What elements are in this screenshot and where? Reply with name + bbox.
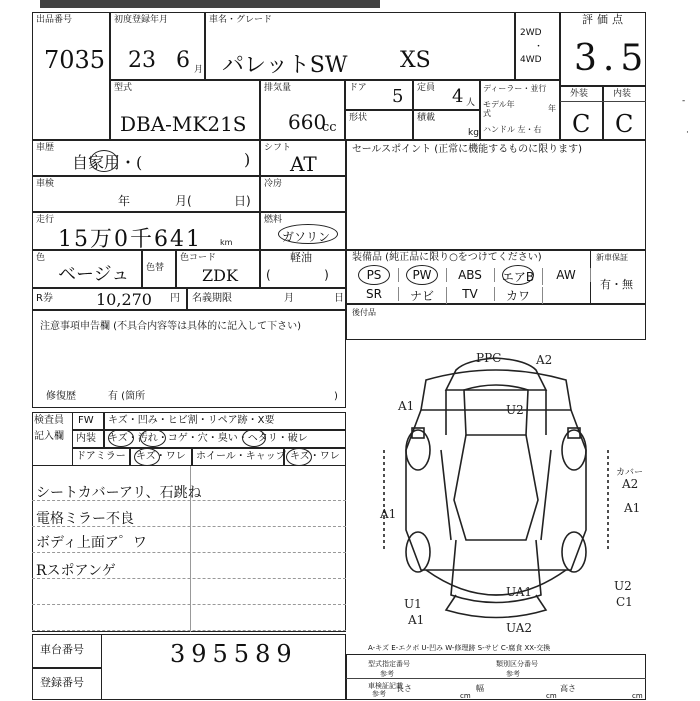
diagram-mark-10: C1: [616, 595, 633, 609]
repair-label: 修復歴: [46, 391, 76, 402]
footer-divider: [346, 678, 646, 679]
insp-circle-3: [242, 429, 266, 447]
light-oil-paren: ( ): [266, 268, 329, 282]
inspection-month: 月(: [175, 194, 192, 208]
after-section: [346, 304, 646, 340]
mileage-value: 15万0千641: [58, 227, 202, 252]
insp-mirror-label: ドアミラー: [76, 451, 126, 462]
chassis-value: 395589: [170, 640, 298, 668]
recycle-value: 10,270: [96, 290, 152, 309]
lot-number: 7035: [44, 46, 106, 74]
category-ref: 参考: [506, 670, 520, 678]
equipment-item: SR: [350, 287, 399, 301]
dealer-label: ディーラー・並行: [483, 84, 547, 93]
type-label: 型式: [114, 83, 133, 93]
interior-label: 内装: [613, 89, 632, 99]
use-circle: [90, 150, 118, 172]
insp-int-label: 内装: [76, 433, 96, 444]
shape-label: 形状: [349, 113, 368, 123]
diagram-mark-11: U1: [404, 597, 422, 611]
recycle-unit: 円: [170, 293, 180, 304]
first-reg-unit: 月: [194, 65, 204, 75]
recycle-label: R券: [36, 293, 53, 304]
diagram-mark-5: カバー: [616, 468, 644, 478]
color-code-label: 色コード: [180, 253, 217, 263]
diagram-mark-14: UA2: [506, 621, 533, 635]
note-ruled-line: [32, 630, 346, 631]
equipment-item: カワ: [494, 287, 543, 304]
insp-circle-4: [134, 448, 160, 466]
insp-circle-5: [286, 448, 312, 466]
equipment-item: PS: [350, 268, 399, 282]
car-damage-diagram: [346, 340, 646, 640]
grade-score-label: 評価点: [582, 13, 627, 26]
first-reg-label: 初度登録年月: [114, 15, 169, 25]
category-label: 類別区分番号: [496, 660, 538, 668]
note-3: ボディ上面ア゜ワ: [36, 535, 147, 551]
mileage-unit: km: [220, 238, 233, 247]
inspection-label: 車検: [36, 179, 55, 189]
insp-circle-2: [140, 429, 166, 447]
capacity-value: 4: [452, 86, 464, 107]
margin-mark-2: ·: [686, 128, 689, 138]
width-word: 幅: [476, 684, 484, 693]
capacity-unit: 人: [466, 98, 476, 108]
equipment-item: エアB: [494, 268, 543, 285]
diagram-mark-6: A2: [622, 477, 639, 491]
inspector-label2: 記入欄: [34, 431, 64, 442]
load-unit: kg: [468, 128, 479, 138]
color-value: ベージュ: [58, 264, 130, 285]
cooler-label: 冷房: [264, 179, 283, 189]
equipment-circle: [406, 265, 438, 285]
use-cell: [32, 140, 260, 176]
shift-label: シフト: [264, 143, 292, 153]
type-spec-label: 型式指定番号: [368, 660, 410, 668]
margin-mark-1: -: [682, 96, 686, 106]
grade-score-value: 3.5: [574, 38, 650, 79]
diagram-mark-12: A1: [408, 613, 425, 627]
length-label: 車検証記載: [368, 682, 403, 690]
diagram-mark-13: UA1: [506, 585, 533, 599]
compulsory-day: 日: [334, 293, 344, 304]
compulsory-label: 名義期限: [192, 293, 232, 304]
handle-label: ハンドル 左・右: [483, 125, 542, 134]
fuel-circle: [278, 224, 338, 244]
inspection-year: 年: [118, 194, 131, 208]
model-year-label: モデル年式: [483, 100, 515, 118]
light-oil-label: 軽油: [290, 251, 312, 264]
insp-int-detail: キズ・汚れ・コゲ・穴・臭い・ヘタリ・破レ: [108, 433, 308, 444]
registration-label: 登録番号: [40, 676, 84, 689]
door-label: ドア: [349, 83, 367, 93]
height-cm: cm: [632, 692, 643, 700]
note-1: シートカバーアリ、石跳ね: [36, 485, 202, 501]
length-word: 長さ: [396, 684, 412, 693]
color-label: 色: [36, 253, 46, 263]
exterior-label: 外装: [570, 89, 589, 99]
ext-int-divider: [560, 101, 646, 102]
equipment-label: 装備品 (純正品に限り○をつけてください): [352, 252, 542, 263]
door-value: 5: [392, 86, 404, 107]
lot-label: 出品番号: [36, 15, 73, 25]
diagram-mark-3: A1: [398, 399, 415, 413]
exterior-value: C: [572, 110, 591, 138]
notes-label: 注意事項申告欄 (不具合内容等は具体的に記入して下さい): [40, 321, 301, 332]
equipment-item: TV: [446, 287, 495, 301]
use-value: 自家用・(: [72, 153, 143, 172]
capacity-label: 定員: [417, 83, 436, 93]
drive-dot: ・: [534, 42, 544, 52]
load-label: 積載: [417, 113, 436, 123]
grade-value: XS: [400, 48, 431, 73]
insp-fw-label: FW: [78, 415, 94, 426]
drive-2wd: 2WD: [520, 28, 542, 38]
lot-cell: [32, 12, 110, 140]
equipment-item: AW: [542, 268, 591, 282]
color-code-value: ZDK: [202, 266, 238, 285]
equipment-item: ABS: [446, 268, 495, 282]
diagram-mark-2: A2: [536, 353, 553, 367]
height-word: 高さ: [560, 684, 576, 693]
fuel-label: 燃料: [264, 215, 283, 225]
note-ruled-line: [32, 552, 346, 553]
diagram-mark-8: A1: [380, 507, 397, 521]
length-cm: cm: [460, 692, 471, 700]
model-year-unit: 年: [548, 104, 556, 113]
fuel-value: ガソリン: [282, 230, 331, 244]
length-ref: 参考: [372, 690, 386, 698]
equipment-circle: [502, 265, 534, 285]
diagram-mark-4: U2: [506, 403, 524, 417]
first-reg-month: 6: [176, 48, 190, 73]
drive-4wd: 4WD: [520, 55, 542, 65]
new-car-value: 有・無: [600, 278, 633, 291]
chassis-label: 車台番号: [40, 643, 84, 656]
insp-fw-detail: キズ・凹み・ヒビ割・リペア跡・X要: [108, 415, 275, 426]
interior-value: C: [615, 110, 634, 138]
width-cm: cm: [546, 692, 557, 700]
type-value: DBA-MK21S: [120, 112, 247, 136]
compulsory-month: 月: [284, 293, 294, 304]
displacement-label: 排気量: [264, 83, 292, 93]
first-reg-year: 23: [128, 48, 156, 73]
diagram-mark-9: U2: [614, 579, 632, 593]
insp-circle-1: [108, 429, 134, 447]
sales-point-label: セールスポイント (正常に機能するものに限ります): [352, 144, 583, 155]
repair-value: 有 (箇所: [108, 391, 146, 402]
note-4: Rスポアンゲ: [36, 563, 116, 579]
new-car-label: 新車保証: [596, 253, 628, 262]
equipment-item: ナビ: [398, 287, 447, 304]
diagram-mark-7: A1: [624, 501, 641, 515]
header-scribble: [40, 0, 380, 8]
equipment-item: PW: [398, 268, 447, 282]
model-name-label: 車名・グレード: [209, 15, 273, 25]
use-label: 車歴: [36, 143, 55, 153]
displacement-value: 660: [288, 110, 327, 134]
insp-mirror-detail: キズ・ワレ: [136, 451, 186, 462]
inspection-cell: [32, 176, 260, 212]
repair-close: ): [334, 391, 338, 402]
displacement-unit: cc: [322, 120, 337, 135]
equipment-circle: [358, 265, 390, 285]
insp-wheel-label: ホイール・キャップ: [196, 451, 286, 462]
shift-value: AT: [290, 152, 317, 176]
damage-legend: A-キズ E-エクボ U-凹み W-修理跡 S-サビ C-腐食 XX-交換: [368, 644, 551, 652]
use-close: ): [244, 150, 251, 169]
mileage-label: 走行: [36, 215, 55, 225]
inspection-day: 日): [234, 194, 251, 208]
note-2: 電格ミラー不良: [36, 511, 134, 527]
model-name-value: パレットSW: [222, 53, 348, 78]
after-label: 後付品: [352, 308, 376, 317]
sales-point-section: [346, 140, 646, 250]
type-spec-ref: 参考: [380, 670, 394, 678]
inspector-label1: 検査員: [34, 415, 64, 426]
insp-wheel-detail: キズ・ワレ: [290, 451, 340, 462]
diagram-mark-1: PPC: [476, 351, 502, 365]
color-change-label: 色替: [146, 263, 165, 273]
note-ruled-line: [32, 604, 346, 605]
